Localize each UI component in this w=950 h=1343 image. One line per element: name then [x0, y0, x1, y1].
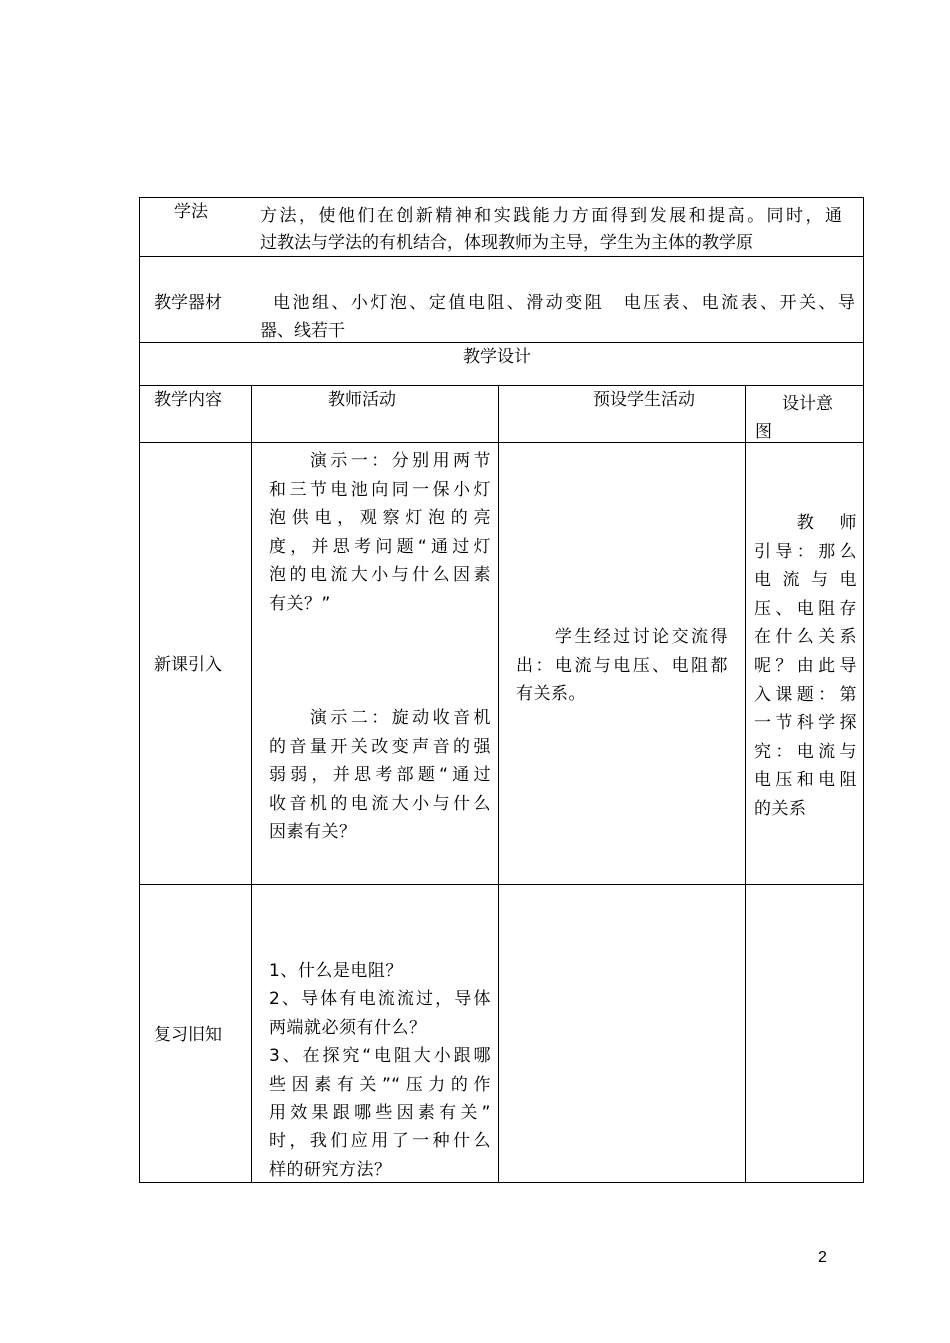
review-label: 复习旧知	[154, 1025, 222, 1045]
xuefa-text-line1: 方法，使他们在创新精神和实践能力方面得到发展和提高。同时，通	[260, 206, 842, 226]
page-number: 2	[818, 1249, 827, 1266]
row-border	[139, 385, 864, 386]
xuefa-label: 学法	[174, 202, 208, 222]
design-section-title: 教学设计	[463, 347, 531, 367]
column-border	[139, 197, 140, 1183]
intro-label: 新课引入	[154, 655, 222, 675]
intro-student-activity: 学生经过讨论交流得 出：电流与电压、电阻都 有关系。	[516, 627, 728, 705]
equipment-label: 教学器材	[154, 293, 222, 313]
equipment-text-line2: 器、线若干	[260, 321, 345, 341]
intro-design-intent: 教 师 引导：那么 电流与电 压、电阻存 在什么关系 呢？由此导 入课题：第 一节科学探 究：电流与 电压和电阻 的关系	[754, 513, 857, 819]
review-questions: 1、什么是电阻？ 2、导体有电流流过，导体 两端就必须有什么？ 3、在探究“电阻大小跟哪 些因素有关”“压力的作 用效果跟哪些因素有关” 时，我们应用了一种什么 样的研究方法？	[269, 961, 491, 1180]
row-border	[139, 884, 864, 885]
header-teacher: 教师活动	[328, 390, 396, 410]
header-intent-line1: 设计意	[782, 394, 833, 414]
column-border	[863, 197, 864, 1183]
column-border	[745, 385, 746, 1183]
xuefa-text-line2: 过教法与学法的有机结合，体现教师为主导，学生为主体的教学原	[260, 233, 753, 253]
equipment-text-line1: 电池组、小灯泡、定值电阻、滑动变阻 电压表、电流表、开关、导	[273, 293, 855, 313]
column-border	[251, 385, 252, 1183]
header-student: 预设学生活动	[593, 390, 695, 410]
column-border	[498, 385, 499, 1183]
row-border	[139, 1182, 864, 1183]
header-content: 教学内容	[154, 390, 222, 410]
intro-teacher-demo1: 演示一：分别用两节 和三节电池向同一保小灯 泡供电，观察灯泡的亮 度，并思考问题“通过灯 泡的电流大小与什么因素 有关？”	[269, 451, 491, 614]
row-border	[139, 197, 864, 198]
header-intent-line2: 图	[755, 422, 772, 442]
intro-teacher-demo2: 演示二：旋动收音机 的音量开关改变声音的强 弱弱，并思考部题“通过 收音机的电流大小与什么 因素有关？	[269, 708, 491, 843]
